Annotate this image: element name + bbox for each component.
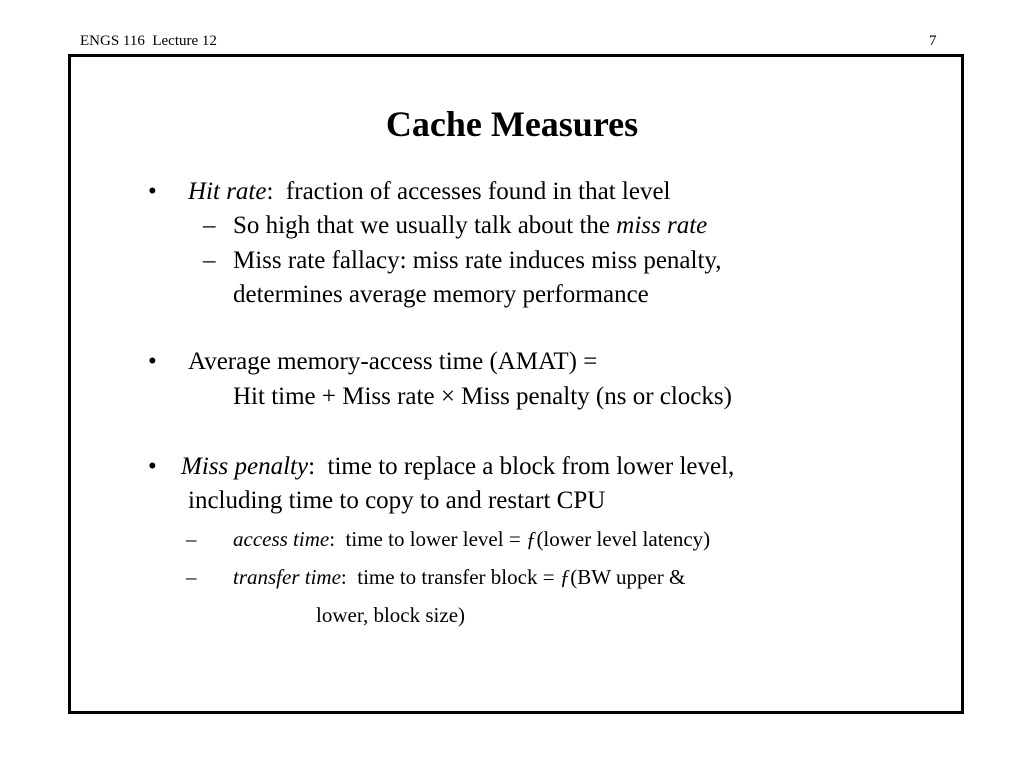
term-transfer-time: transfer time <box>233 565 341 589</box>
page-number: 7 <box>929 33 937 49</box>
function-symbol: ƒ <box>559 565 571 589</box>
subitem-access-time <box>233 524 710 554</box>
term-miss-penalty: Miss penalty <box>181 453 309 480</box>
subitem-miss-rate <box>233 211 707 241</box>
term-access-time: access time <box>233 527 330 551</box>
term-hit-rate: Hit rate <box>188 178 267 205</box>
subitem-text: : time to lower level = <box>329 527 526 551</box>
header-course-label: ENGS 116 Lecture 12 <box>80 33 217 49</box>
dash-marker: – <box>203 212 216 239</box>
term-miss-rate: miss rate <box>616 212 708 239</box>
slide-title: Cache Measures <box>385 104 639 144</box>
bullet-hit-rate <box>188 177 671 207</box>
dash-marker: – <box>203 247 216 274</box>
bullet-marker: • <box>148 348 157 375</box>
subitem-text-after: (lower level latency) <box>536 527 711 551</box>
dash-marker: – <box>186 527 197 551</box>
subitem-text-after: (BW upper & <box>570 565 686 589</box>
subitem-transfer-time <box>233 562 685 592</box>
bullet-marker: • <box>148 453 157 480</box>
function-symbol: ƒ <box>525 527 537 551</box>
bullet-miss-penalty-continuation: including time to copy to and restart CPU <box>188 487 606 514</box>
dash-marker: – <box>186 565 197 589</box>
subitem-fallacy: Miss rate fallacy: miss rate induces miss penalty, <box>233 247 722 274</box>
subitem-text: So high that we usually talk about the <box>233 212 617 239</box>
amat-formula: Hit time + Miss rate × Miss penalty (ns or clocks) <box>233 383 732 410</box>
bullet-text: : fraction of accesses found in that level <box>266 178 671 205</box>
subitem-transfer-time-continuation: lower, block size) <box>316 603 466 627</box>
bullet-marker: • <box>148 178 157 205</box>
bullet-amat: Average memory-access time (AMAT) = <box>188 348 598 375</box>
subitem-text: : time to transfer block = <box>340 565 560 589</box>
bullet-miss-penalty <box>181 452 734 482</box>
subitem-fallacy-continuation: determines average memory performance <box>233 281 649 308</box>
bullet-text: : time to replace a block from lower level, <box>308 453 735 480</box>
